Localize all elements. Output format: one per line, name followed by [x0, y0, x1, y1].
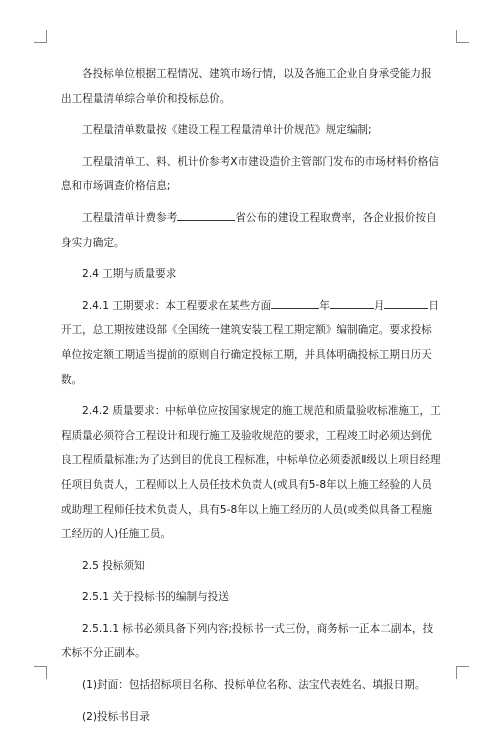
heading-bid-notes: 2.5 投标须知: [82, 559, 145, 572]
paragraph-quality-requirement: 2.4.2 质量要求：中标单位应按国家规定的施工规范和质量验收标准施工，工程质量必须符合工程设计和现行施工及验收规范的要求，工程竣工时必须达到优良工程质量标准;为了达到目的优良工程标准，中标单位必须委派Ⅱ级以上项目经理任项目负责人，工程师以上人员任技术负责人(或具有5-8年以上施工经验的人员或助理工程师任技术负责人，具有5-8年以上施工经历的人员(或类似具备工程施工经历的人)任施工员。: [61, 405, 441, 541]
paragraph-bid-contents: 2.5.1.1 标书必须具备下列内容;投标书一式三份，商务标一正本二副本，技术标不分正副本。: [61, 622, 434, 660]
crop-mark-top-right: [456, 30, 469, 43]
year-label: 年: [319, 299, 330, 312]
schedule-text-end: 日开工，总工期按建设部《全国统一建筑安装工程工期定额》编制确定。要求投标单位按定额工期适当提前的原则自行确定投标工期，并具体明确投标工期日历天数。: [61, 299, 440, 386]
crop-mark-bottom-left: [34, 666, 47, 679]
province-blank: [177, 209, 235, 221]
fee-text-before: 工程量清单计费参考: [82, 211, 178, 224]
heading-bid-preparation: 2.5.1 关于投标书的编制与投送: [82, 591, 229, 604]
month-label: 月: [373, 299, 385, 312]
crop-mark-bottom-right: [456, 666, 469, 679]
paragraph-schedule-requirement: [61, 294, 441, 392]
paragraph-fee-reference: [61, 206, 441, 255]
paragraph-pricing-reference: 工程量清单工、料、机计价参考X市建设造价主管部门发布的市场材料价格信息和市场调查价格信息;: [61, 155, 439, 193]
paragraph-bid-pricing: 各投标单位根据工程情况、建筑市场行情，以及各施工企业自身承受能力报出工程量清单综合单价和投标总价。: [61, 68, 432, 105]
heading-schedule-quality: 2.4 工期与质量要求: [82, 268, 177, 281]
document-body: [61, 62, 441, 729]
list-item-toc: (2)投标书目录: [82, 710, 150, 723]
crop-mark-top-left: [34, 30, 47, 43]
year-blank: [271, 297, 319, 309]
list-item-cover: (1)封面：包括招标项目名称、投标单位名称、法宝代表姓名、填报日期。: [82, 679, 426, 692]
fee-text-after: 省公布的建设工程取费率，各企业报价按自身实力确定。: [61, 211, 437, 249]
day-blank: [384, 297, 428, 309]
paragraph-quantity-spec: 工程量清单数量按《建设工程工程量清单计价规范》规定编制;: [82, 124, 372, 137]
schedule-text-start: 2.4.1 工期要求：本工程要求在某些方面: [82, 299, 272, 312]
month-blank: [330, 297, 374, 309]
